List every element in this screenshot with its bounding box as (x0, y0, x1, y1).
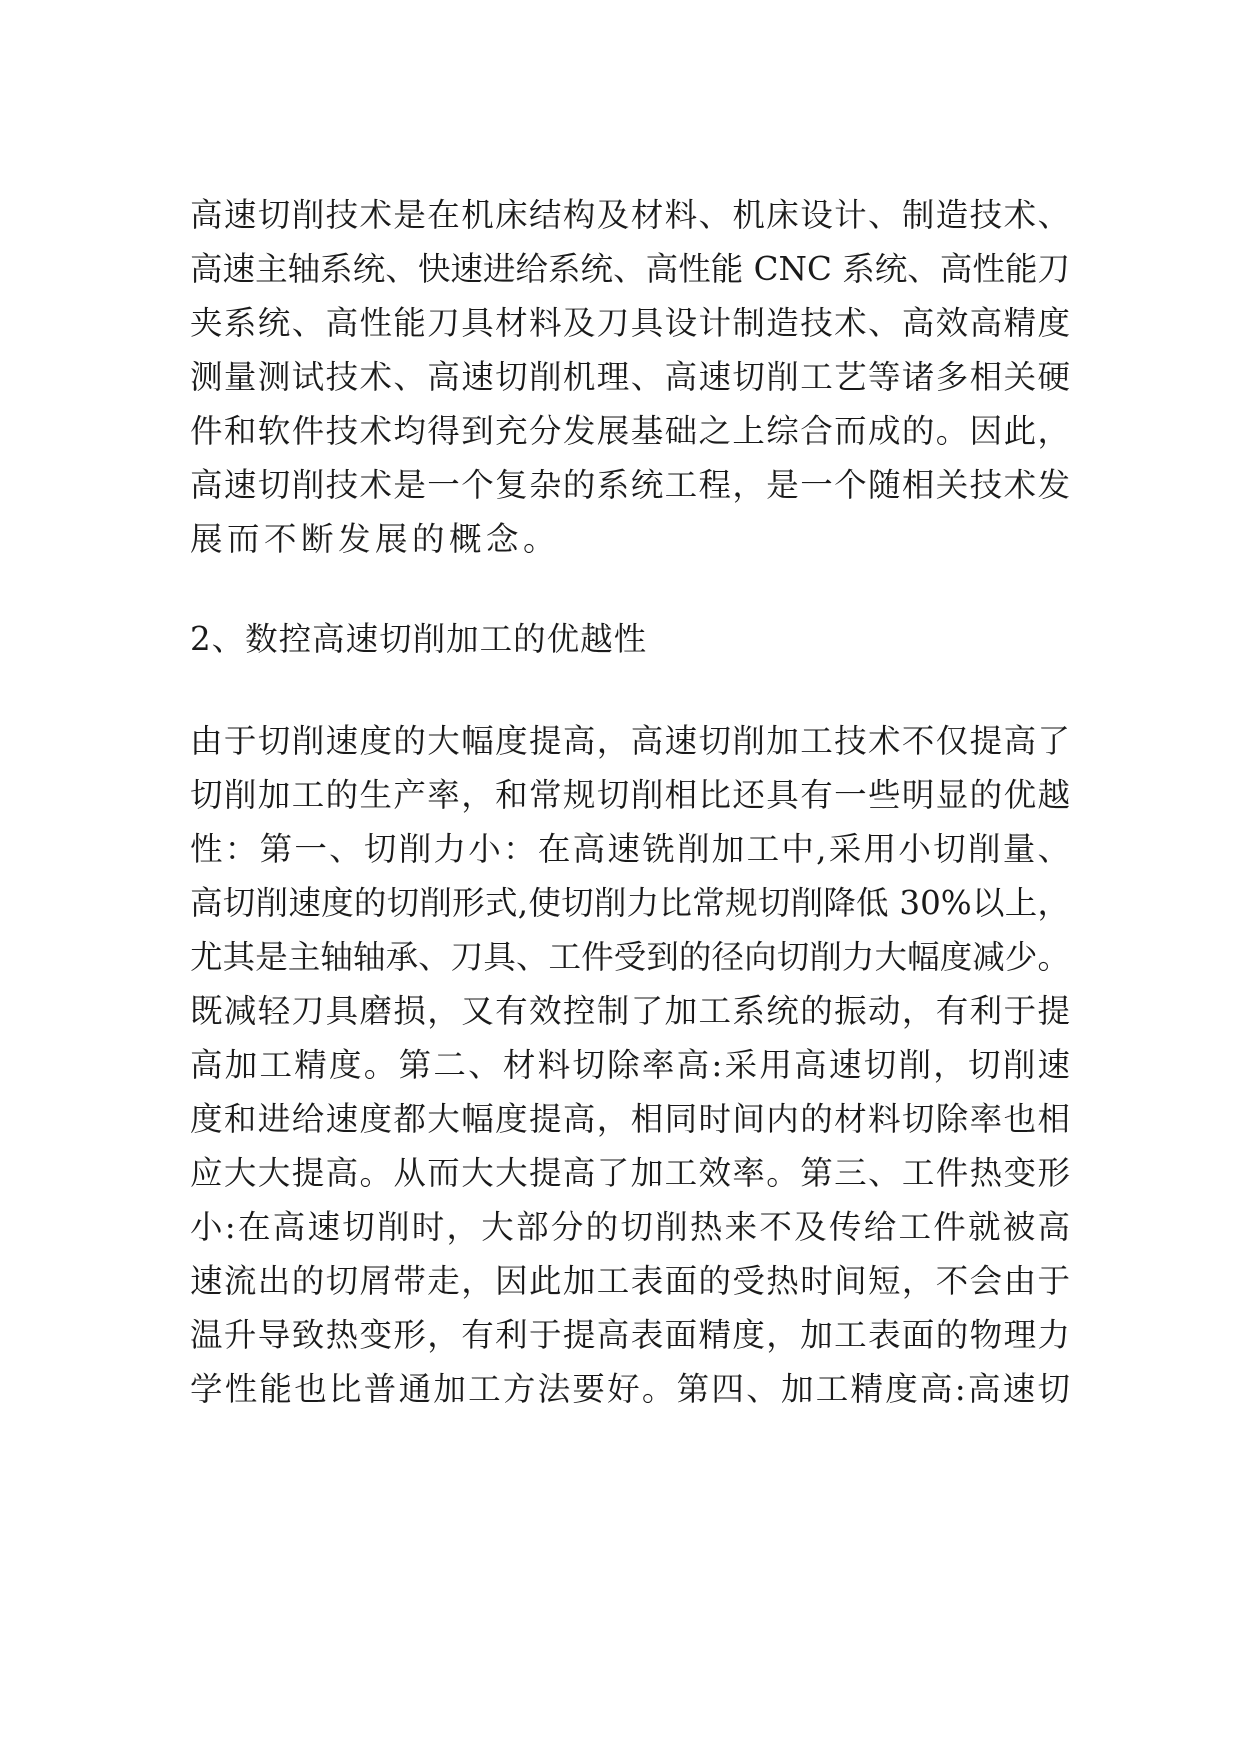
paragraph-line: 尤其是主轴轴承、刀具、工件受到的径向切削力大幅度减少。 (190, 938, 1070, 976)
section-heading: 2、数控高速切削加工的优越性 (190, 620, 648, 658)
paragraph-line: 速流出的切屑带走，因此加工表面的受热时间短，不会由于 (190, 1262, 1070, 1300)
paragraph-line: 由于切削速度的大幅度提高，高速切削加工技术不仅提高了 (190, 722, 1070, 760)
paragraph-line: 学性能也比普通加工方法要好。第四、加工精度高:高速切 (190, 1370, 1070, 1408)
paragraph-line: 夹系统、高性能刀具材料及刀具设计制造技术、高效高精度 (190, 304, 1070, 342)
paragraph-line: 应大大提高。从而大大提高了加工效率。第三、工件热变形 (190, 1154, 1070, 1192)
paragraph-line: 高切削速度的切削形式,使切削力比常规切削降低 30%以上， (190, 884, 1070, 922)
paragraph-line: 展而不断发展的概念。 (190, 520, 561, 558)
paragraph-line: 既减轻刀具磨损，又有效控制了加工系统的振动，有利于提 (190, 992, 1070, 1030)
paragraph-line: 测量测试技术、高速切削机理、高速切削工艺等诸多相关硬 (190, 358, 1070, 396)
paragraph-line: 高速切削技术是在机床结构及材料、机床设计、制造技术、 (190, 196, 1070, 234)
paragraph-line: 高加工精度。第二、材料切除率高:采用高速切削，切削速 (190, 1046, 1070, 1084)
paragraph-line: 度和进给速度都大幅度提高，相同时间内的材料切除率也相 (190, 1100, 1070, 1138)
paragraph-line: 小:在高速切削时，大部分的切削热来不及传给工件就被高 (190, 1208, 1070, 1246)
paragraph-line: 高速主轴系统、快速进给系统、高性能 CNC 系统、高性能刀 (190, 250, 1070, 288)
paragraph-line: 性：第一、切削力小：在高速铣削加工中,采用小切削量、 (190, 830, 1070, 868)
paragraph-line: 件和软件技术均得到充分发展基础之上综合而成的。因此， (190, 412, 1070, 450)
paragraph-line: 高速切削技术是一个复杂的系统工程，是一个随相关技术发 (190, 466, 1070, 504)
paragraph-line: 切削加工的生产率，和常规切削相比还具有一些明显的优越 (190, 776, 1070, 814)
paragraph-line: 温升导致热变形，有利于提高表面精度，加工表面的物理力 (190, 1316, 1070, 1354)
